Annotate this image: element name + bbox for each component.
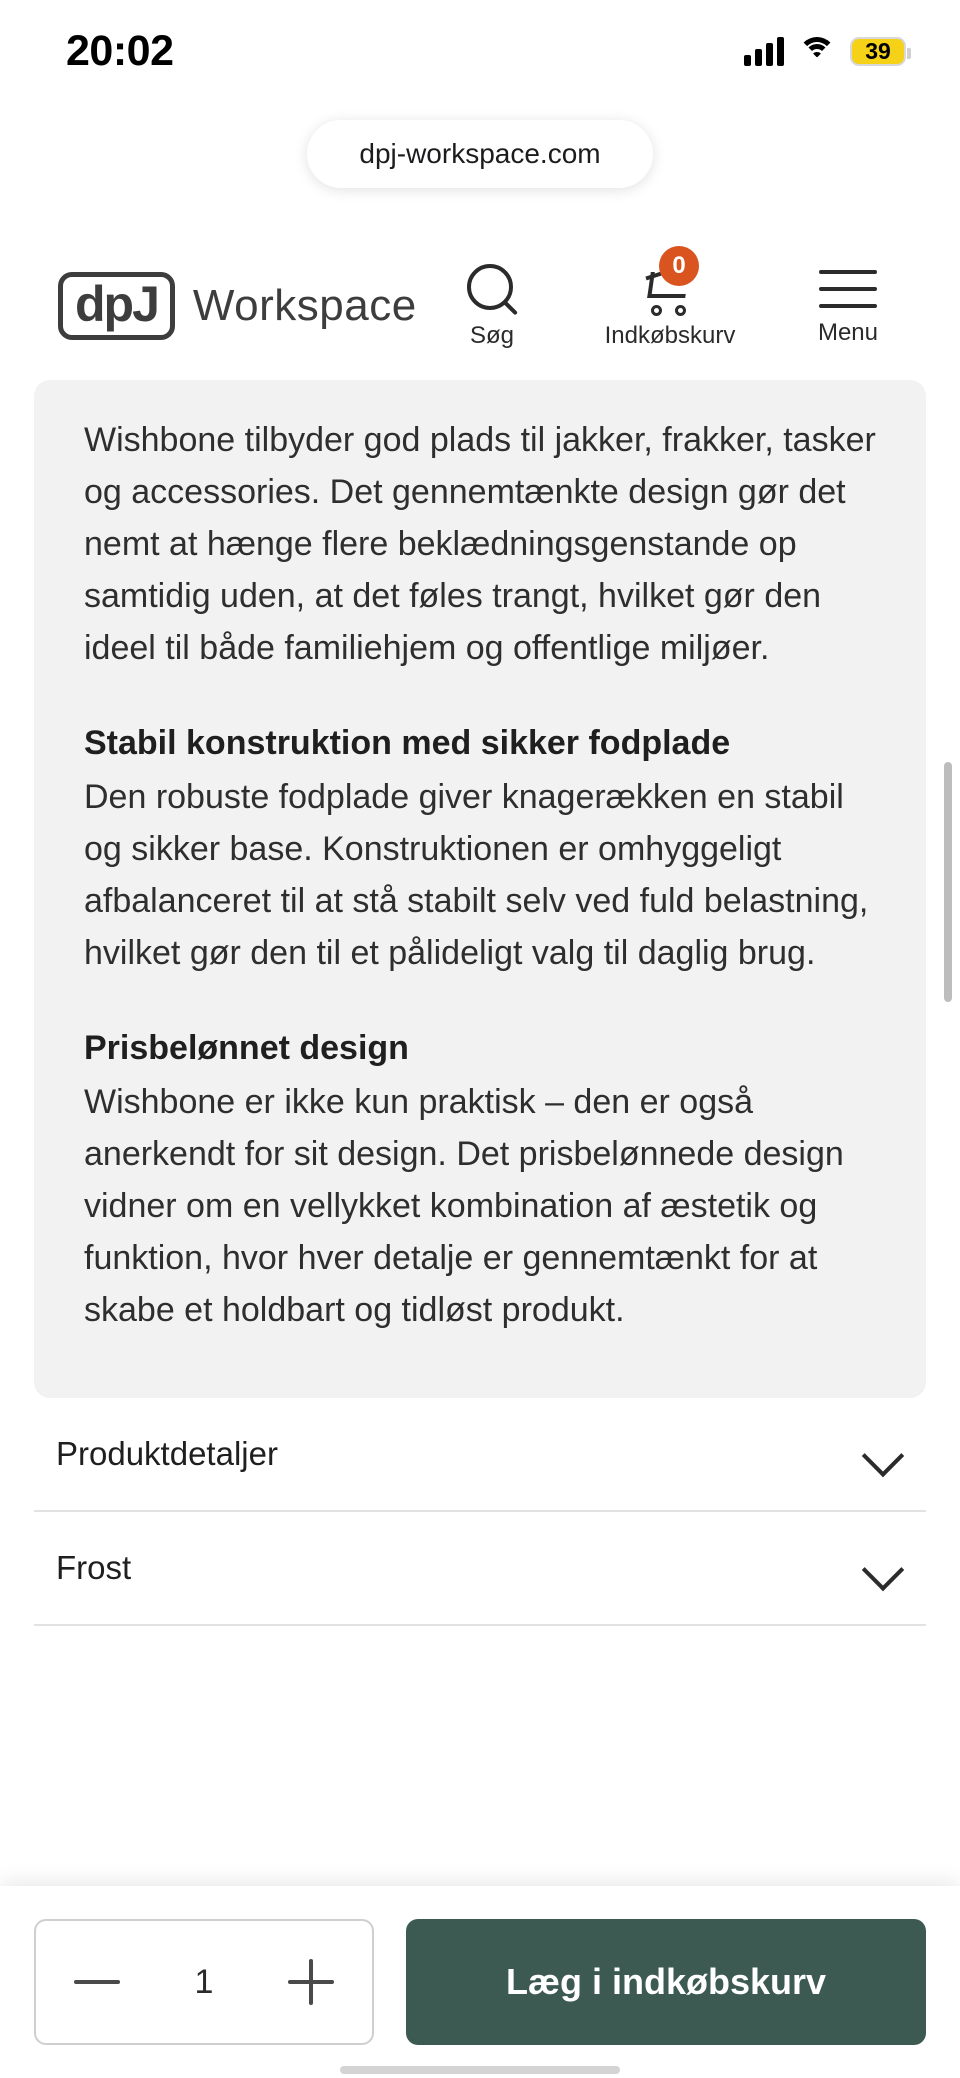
accordion-list [34,1398,926,1626]
header-actions [426,252,914,350]
battery-level: 39 [865,37,891,64]
description-heading-2: Prisbelønnet design [84,1029,409,1068]
description-body-1: Den robuste fodplade giver knagerækken en stabil og sikker base. Konstruktionen er omhyggeligt afbalanceret til at stå stabilt selv ved fuld belastning, hvilket gør den til et pålideligt valg til daglig brug. [84,778,869,973]
accordion-label: Produktdetaljer [56,1435,278,1473]
battery-icon [850,37,906,66]
cellular-bars-icon [744,36,784,66]
status-bar [0,0,960,92]
search-button[interactable] [426,262,558,350]
chevron-down-icon[interactable] [866,1437,900,1471]
add-to-cart-button[interactable]: Læg i indkøbskurv [406,1919,926,2045]
cart-button[interactable] [604,252,736,350]
quantity-value[interactable]: 1 [194,1962,214,2001]
home-indicator [340,2066,620,2074]
description-body-2: Wishbone er ikke kun praktisk – den er også anerkendt for sit design. Det prisbelønnede design vidner om en vellykket kombination af æstetik og funktion, hvor hver detalje er gennemtænkt for at skabe et holdbart og tidløst produkt. [84,1083,844,1330]
search-label: Søg [469,322,514,349]
description-heading-1: Stabil konstruktion med sikker fodplade [84,724,731,763]
url-text[interactable]: dpj-workspace.com [307,120,652,188]
wifi-icon [798,37,836,65]
purchase-bar [0,1886,960,2078]
minus-icon[interactable] [74,1959,120,2005]
accordion-item-produktdetaljer[interactable] [34,1398,926,1512]
accordion-item-frost[interactable] [34,1512,926,1626]
description-card [34,380,926,1398]
cart-count-badge: 0 [659,246,699,286]
search-icon [465,262,519,316]
quantity-stepper[interactable] [34,1919,374,2045]
hamburger-menu-icon [819,265,877,313]
cart-icon [641,252,699,316]
page-scrollbar[interactable] [944,762,952,1002]
logo-wordmark: Workspace [192,281,417,330]
browser-url-bar[interactable] [0,120,960,188]
chevron-down-icon[interactable] [866,1551,900,1585]
menu-button[interactable] [782,265,914,347]
product-description-scroll-area[interactable] [0,380,960,2078]
site-logo[interactable] [58,272,426,340]
menu-label: Menu [817,319,879,346]
plus-icon[interactable] [288,1959,334,2005]
accordion-label: Frost [56,1549,132,1587]
cart-label: Indkøbskurv [604,322,736,349]
status-indicators [744,36,906,66]
site-header [0,232,960,380]
logo-mark: dpJ [58,272,175,340]
status-time: 20:02 [66,26,174,75]
description-intro: Wishbone tilbyder god plads til jakker, frakker, tasker og accessories. Det gennemtænkte design gør det nemt at hænge flere beklædningsgenstande op samtidig uden, at det føles trangt, hvilket gør den ideel til både familiehjem og offentlige miljøer. [84,421,876,668]
